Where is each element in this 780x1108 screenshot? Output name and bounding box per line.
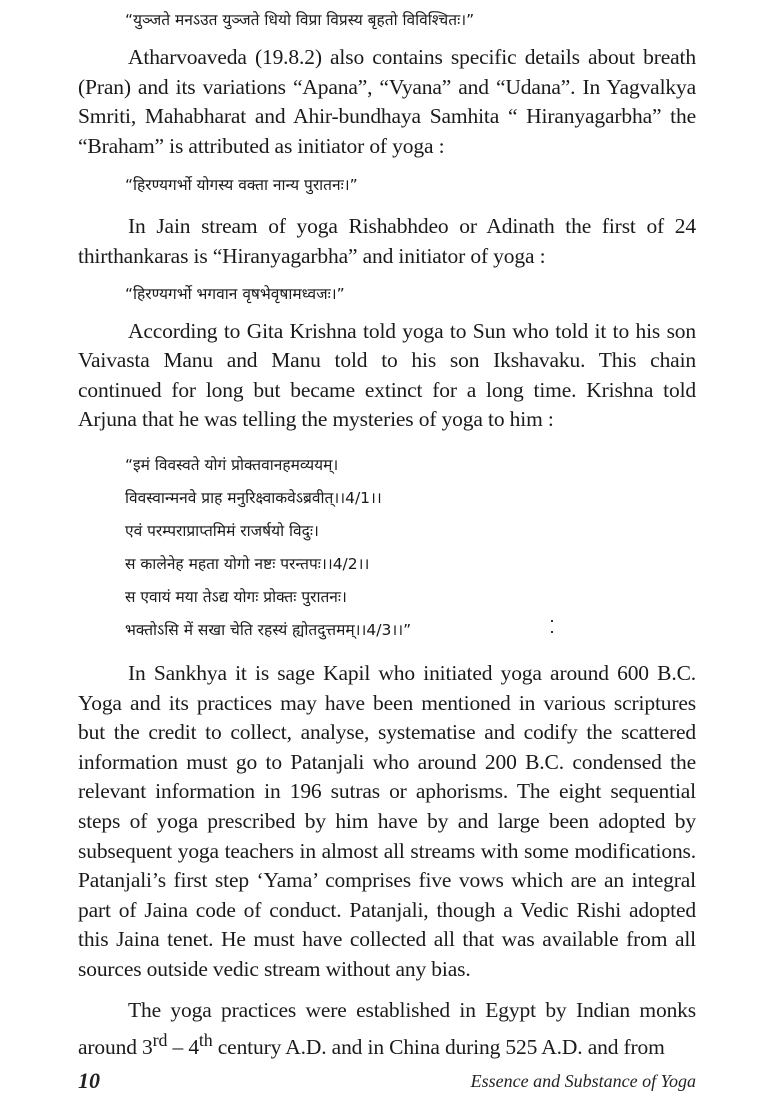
verse-line: भक्तोऽसि में सखा चेति रहस्यं ह्योतदुत्तमम्।।4/3।।” (125, 620, 412, 639)
paragraph-jain-stream: In Jain stream of yoga Rishabhdeo or Adinath the first of 24 thirthankaras is “Hiranyagarbha” and initiator of yoga : (78, 214, 696, 268)
running-title: Essence and Substance of Yoga (470, 1071, 696, 1091)
paragraph-yoga-spread-text: – 4 (167, 1035, 199, 1060)
page-number: 10 (78, 1068, 100, 1093)
verse-line: “इमं विवस्वते योगं प्रोक्तवानहमव्ययम्। (125, 455, 339, 474)
page-body (78, 10, 696, 1063)
verse-line: विवस्वान्मनवे प्राह मनुरिक्ष्वाकवेऽब्रवीत्।।4/1।। (125, 488, 382, 507)
paragraph-yoga-spread (78, 996, 696, 1062)
stray-colon-mark (551, 620, 553, 633)
verse-line: एवं परम्पराप्राप्तमिमं राजर्षयो विदुः। (125, 521, 319, 540)
paragraph-gita: According to Gita Krishna told yoga to Sun who told it to his son Vaivasta Manu and Manu told to his son Ikshavaku. This chain continued for long but became extinct for a long time. Krishna told Arjuna that he was telling the mysteries of yoga to him : (78, 318, 696, 432)
paragraph-atharvaveda: Atharvoaveda (19.8.2) also contains specific details about breath (Pran) and its variations “Apana”, “Vyana” and “Udana”. In Yagvalkya Smriti, Mahabharat and Ahir-bundhaya Samhita “ Hiranyagarbha” the “Braham” is attributed as initiator of yoga : (78, 45, 696, 158)
sanskrit-quote-hiranyagarbha: “हिरण्यगर्भो योगस्य वक्ता नान्य पुरातनः।” (125, 176, 358, 195)
paragraph-sankhya-patanjali: In Sankhya it is sage Kapil who initiated yoga around 600 B.C. Yoga and its practices may have been mentioned in various scriptures but the credit to collect, analyse, systematise and codify the scattered information must go to Patanjali who around 200 B.C. condensed the relevant information in 196 sutras or aphorisms. The eight sequential steps of yoga prescribed by him have by and large been adopted by subsequent yoga teachers in almost all streams with some modifications. Patanjali’s first step ‘Yama’ comprises five vows which are an integral part of Jaina code of conduct. Patanjali, though a Vedic Rishi adopted this Jaina tenet. He must have collected all that was available from all sources outside vedic stream without any bias. (78, 660, 696, 981)
paragraph-yoga-spread-text: The yoga practices were established in Egypt by Indian monks around 3 (78, 998, 696, 1060)
superscript-th: th (198, 1030, 213, 1051)
verse-line: स एवायं मया तेऽद्य योगः प्रोक्तः पुरातनः। (125, 587, 347, 606)
verse-line: स कालेनेह महता योगो नष्टः परन्तपः।।4/2।। (125, 554, 370, 573)
paragraph-yoga-spread-text: century A.D. and in China during 525 A.D. and from (212, 1035, 665, 1060)
sanskrit-quote-vedic: “युञ्जते मनऽउत युञ्जते धियो विप्रा विप्रस्य बृहतो विविश्चितः।” (125, 11, 475, 29)
superscript-rd: rd (152, 1030, 168, 1051)
sanskrit-quote-rishabh: “हिरण्यगर्भो भगवान वृषभेवृषामध्वजः।” (125, 284, 345, 303)
gita-verse-block (78, 449, 696, 647)
